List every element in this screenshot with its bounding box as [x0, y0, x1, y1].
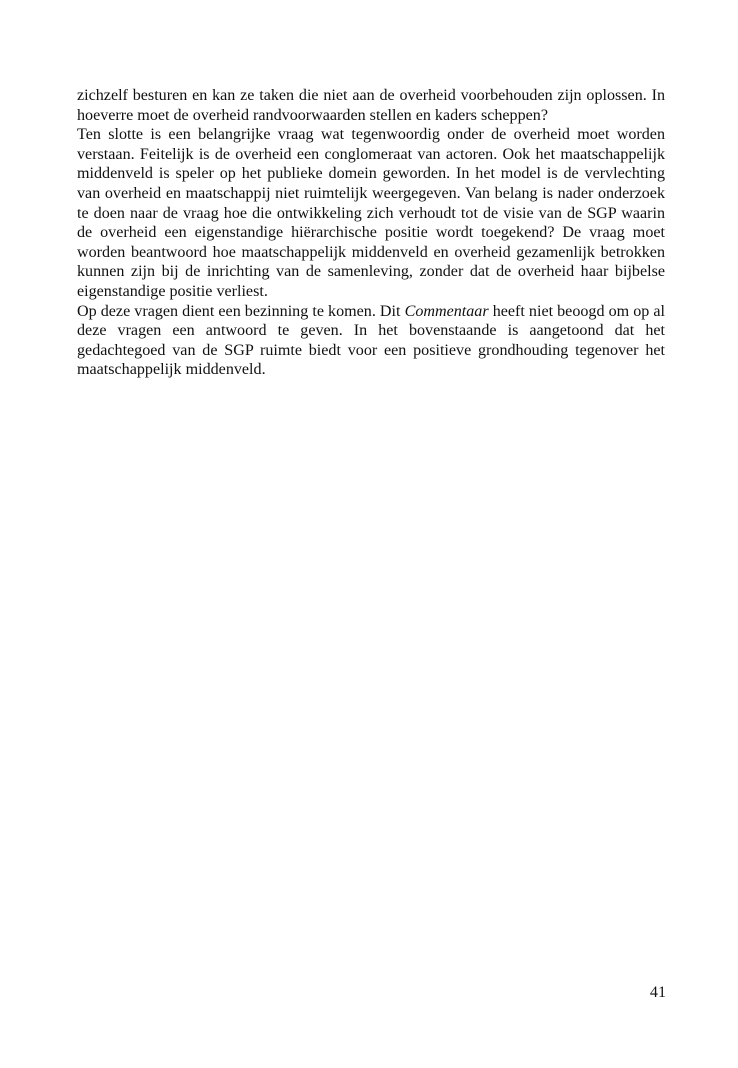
paragraph-2: Ten slotte is een belangrijke vraag wat tegenwoordig onder de overheid moet worden verstaan. Feitelijk is de overheid een conglomeraat van actoren. Ook het maatschappelijk middenveld is speler op het publieke domein geworden. In het model is de vervlechting van overheid en maatschappij niet ruimtelijk weergegeven. Van belang is nader onderzoek te doen naar de vraag hoe die ontwikkeling zich verhoudt tot de visie van de SGP waarin de overheid een eigenstandige hiërarchische positie wordt toegekend? De vraag moet worden beantwoord hoe maatschappelijk middenveld en overheid gezamenlijk betrokken kunnen zijn bij de inrichting van de samenleving, zonder dat de overheid haar bijbelse eigenstandige positie verliest. [77, 126, 665, 300]
body-text [77, 86, 665, 380]
paragraph-3 [77, 302, 665, 380]
commentaar-title-emphasis: Commentaar [404, 302, 489, 320]
paragraph-3-text-after: heeft niet beoogd om op al deze vragen een antwoord te geven. In het bovenstaande is aangetoond dat het gedachtegoed van de SGP ruimte biedt voor een positieve grondhouding tegenover het maatschappelijk middenveld. [77, 302, 666, 379]
page-number: 41 [649, 984, 666, 1001]
paragraph-1: zichzelf besturen en kan ze taken die niet aan de overheid voorbehouden zijn oplossen. In hoeverre moet de overheid randvoorwaarden stellen en kaders scheppen? [77, 87, 665, 124]
paragraph-3-text-before: Op deze vragen dient een bezinning te komen. Dit [77, 302, 405, 320]
